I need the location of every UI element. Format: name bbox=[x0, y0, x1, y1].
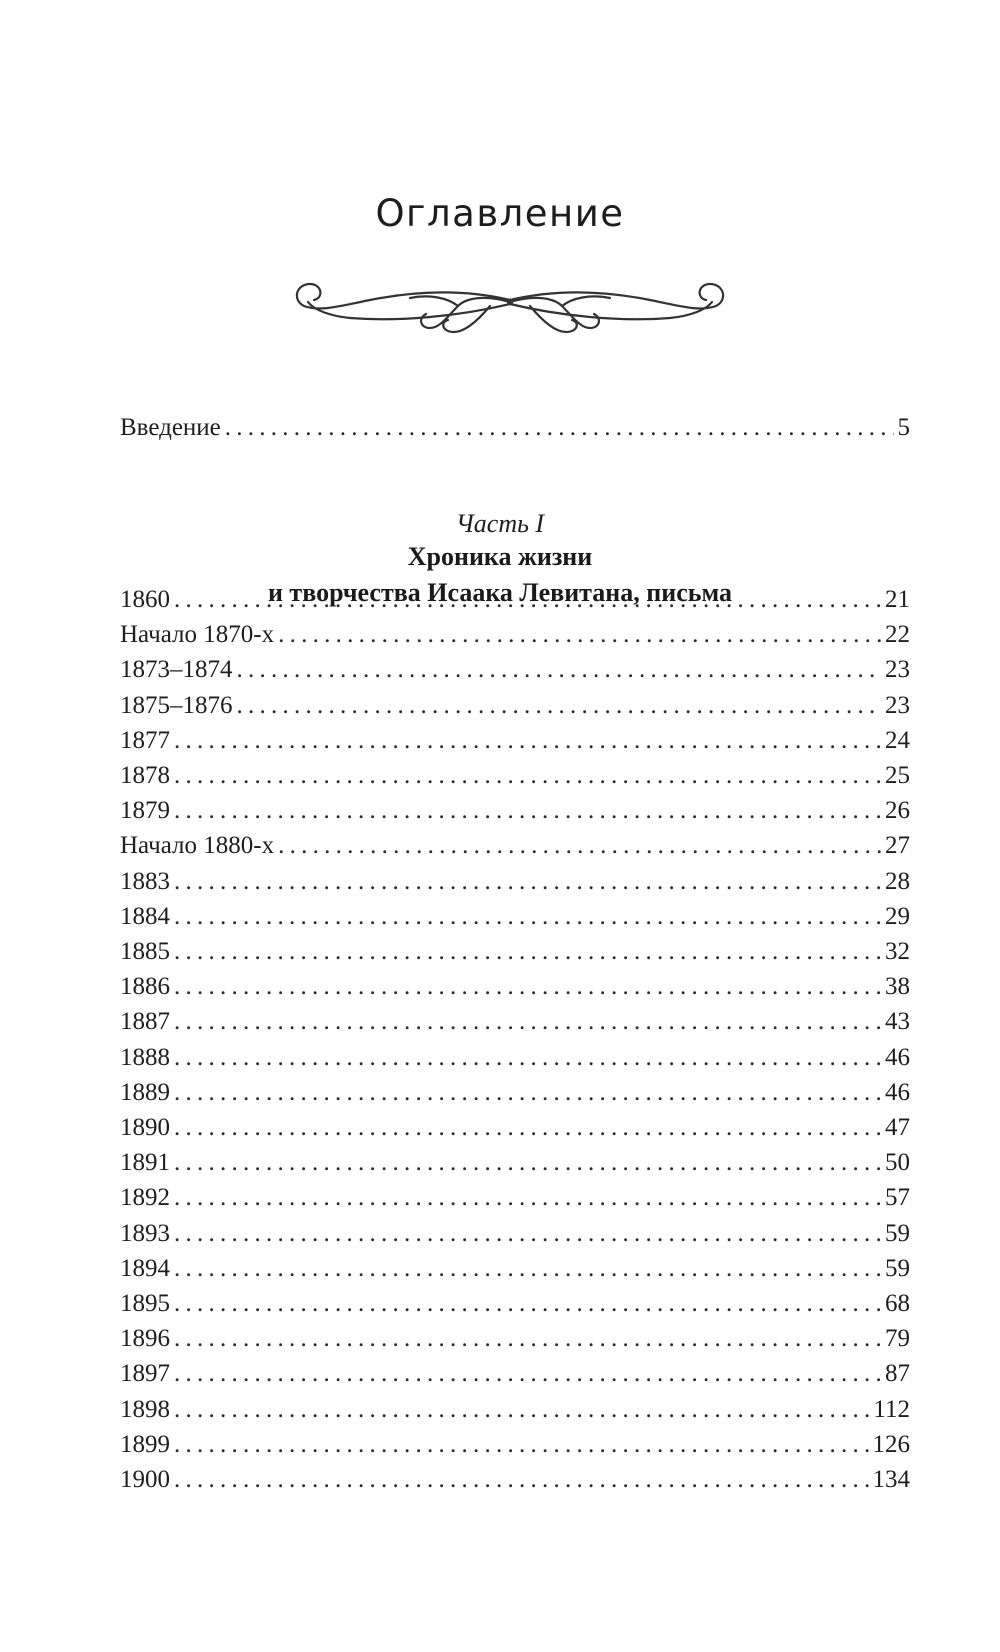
toc-entry-label: 1889 bbox=[120, 1078, 170, 1106]
toc-page-number: 134 bbox=[872, 1466, 910, 1493]
part-label: Часть I bbox=[455, 509, 545, 538]
toc-entry[interactable] bbox=[120, 1429, 910, 1461]
toc-entry-label: 1875–1876 bbox=[120, 691, 233, 719]
toc-dot-leader bbox=[174, 1006, 881, 1038]
toc-entry[interactable] bbox=[120, 725, 910, 757]
toc-dot-leader bbox=[174, 725, 881, 757]
toc-entry[interactable] bbox=[120, 584, 910, 616]
toc-page-number: 46 bbox=[885, 1078, 910, 1106]
toc-entry-label: 1898 bbox=[120, 1395, 170, 1423]
toc-dot-leader bbox=[174, 1077, 881, 1109]
toc-entry[interactable] bbox=[120, 936, 910, 968]
toc-entry-label: 1879 bbox=[120, 797, 170, 825]
toc-page-number: 24 bbox=[885, 726, 910, 754]
toc-entry[interactable] bbox=[120, 795, 910, 827]
toc-entry[interactable] bbox=[120, 901, 910, 933]
page-title: Оглавление bbox=[375, 192, 625, 235]
toc-entry-introduction[interactable] bbox=[120, 412, 910, 444]
toc-page-number: 126 bbox=[872, 1430, 910, 1458]
toc-entry[interactable] bbox=[120, 1323, 910, 1355]
toc-entry[interactable] bbox=[120, 690, 910, 722]
toc-dot-leader bbox=[174, 1218, 881, 1250]
toc-entry-label: Начало 1880-х bbox=[120, 832, 275, 860]
toc-page-number: 22 bbox=[885, 621, 910, 649]
toc-entry-label: 1895 bbox=[120, 1290, 170, 1317]
toc-entry[interactable] bbox=[120, 1358, 910, 1390]
toc-entry-label: 1877 bbox=[120, 726, 170, 754]
toc-dot-leader bbox=[278, 830, 881, 862]
toc-entry-label: 1883 bbox=[120, 867, 170, 895]
toc-entry[interactable] bbox=[120, 1006, 910, 1038]
toc-page-number: 57 bbox=[885, 1184, 910, 1212]
toc-entry-label: 1885 bbox=[120, 938, 170, 965]
toc-page-number: 59 bbox=[885, 1254, 910, 1282]
toc-page-number: 79 bbox=[885, 1325, 910, 1353]
toc-page-number: 25 bbox=[885, 762, 910, 789]
toc-entry-label: Начало 1870-х bbox=[120, 621, 275, 649]
toc-entry[interactable] bbox=[120, 1182, 910, 1214]
toc-entry-label: Введение bbox=[120, 414, 221, 441]
toc-page-number: 38 bbox=[885, 973, 910, 1001]
toc-entry[interactable] bbox=[120, 1394, 910, 1426]
toc-dot-leader bbox=[174, 1323, 881, 1355]
toc-dot-leader bbox=[278, 619, 881, 651]
toc-entry-label: 1887 bbox=[120, 1008, 170, 1036]
toc-entry-label: 1897 bbox=[120, 1360, 170, 1388]
toc-entry-label: 1891 bbox=[120, 1149, 170, 1177]
toc-dot-leader bbox=[174, 760, 881, 792]
toc-page-number: 50 bbox=[885, 1149, 910, 1177]
toc-dot-leader bbox=[237, 654, 882, 686]
toc-page-number: 21 bbox=[885, 586, 910, 613]
toc-entry-label: 1884 bbox=[120, 902, 170, 930]
toc-entry[interactable] bbox=[120, 1464, 910, 1496]
toc-page-number: 59 bbox=[885, 1219, 910, 1247]
toc-entry[interactable] bbox=[120, 830, 910, 862]
toc-entry-label: 1896 bbox=[120, 1325, 170, 1353]
toc-entry-label: 1873–1874 bbox=[120, 656, 233, 684]
part-title-line-2: и творчества Исаака Левитана, письма bbox=[267, 578, 733, 607]
toc-dot-leader bbox=[174, 1042, 881, 1074]
toc-entry[interactable] bbox=[120, 1077, 910, 1109]
toc-page-number: 27 bbox=[885, 832, 910, 860]
toc-dot-leader bbox=[174, 1464, 869, 1496]
toc-entry[interactable] bbox=[120, 1112, 910, 1144]
toc-entry-label: 1890 bbox=[120, 1114, 170, 1141]
toc-page-number: 46 bbox=[885, 1043, 910, 1071]
toc-entry[interactable] bbox=[120, 866, 910, 898]
part-title-line-1: Хроника жизни bbox=[407, 542, 593, 571]
toc-dot-leader bbox=[174, 1394, 869, 1426]
toc-page-number: 32 bbox=[885, 938, 910, 965]
toc-entry[interactable] bbox=[120, 1147, 910, 1179]
toc-page-number: 26 bbox=[885, 797, 910, 825]
toc-entry-label: 1894 bbox=[120, 1254, 170, 1282]
toc-page-number: 47 bbox=[885, 1114, 910, 1141]
toc-page-number: 29 bbox=[885, 902, 910, 930]
toc-page-number: 23 bbox=[885, 691, 910, 719]
toc-dot-leader bbox=[174, 866, 881, 898]
toc-dot-leader bbox=[174, 936, 881, 968]
toc-entry-label: 1860 bbox=[120, 586, 170, 613]
toc-entry-label: 1900 bbox=[120, 1466, 170, 1493]
toc-dot-leader bbox=[174, 901, 881, 933]
flourish-divider-icon bbox=[290, 278, 730, 358]
toc-entry-label: 1878 bbox=[120, 762, 170, 789]
toc-entry[interactable] bbox=[120, 654, 910, 686]
toc-dot-leader bbox=[174, 1429, 869, 1461]
toc-page-number: 68 bbox=[885, 1290, 910, 1317]
toc-entry[interactable] bbox=[120, 1288, 910, 1320]
toc-dot-leader bbox=[174, 1182, 881, 1214]
toc-entry[interactable] bbox=[120, 1253, 910, 1285]
toc-dot-leader bbox=[237, 690, 882, 722]
toc-dot-leader bbox=[174, 971, 881, 1003]
toc-entry-label: 1893 bbox=[120, 1219, 170, 1247]
toc-page-number: 28 bbox=[885, 867, 910, 895]
toc-entry[interactable] bbox=[120, 619, 910, 651]
toc-dot-leader bbox=[174, 1253, 881, 1285]
toc-dot-leader bbox=[225, 412, 894, 444]
toc-page-number: 43 bbox=[885, 1008, 910, 1036]
toc-entry[interactable] bbox=[120, 760, 910, 792]
toc-entry[interactable] bbox=[120, 971, 910, 1003]
toc-page-number: 23 bbox=[885, 656, 910, 684]
toc-dot-leader bbox=[174, 1358, 881, 1390]
toc-dot-leader bbox=[174, 1288, 881, 1320]
toc-entry-label: 1892 bbox=[120, 1184, 170, 1212]
toc-entry[interactable] bbox=[120, 1218, 910, 1250]
toc-dot-leader bbox=[174, 1147, 881, 1179]
toc-dot-leader bbox=[174, 1112, 881, 1144]
toc-page-number: 87 bbox=[885, 1360, 910, 1388]
toc-page-number: 112 bbox=[873, 1395, 910, 1423]
toc-entry-label: 1886 bbox=[120, 973, 170, 1001]
toc-page-number: 5 bbox=[897, 414, 910, 441]
toc-dot-leader bbox=[174, 795, 881, 827]
toc-entry[interactable] bbox=[120, 1042, 910, 1074]
toc-entry-label: 1899 bbox=[120, 1430, 170, 1458]
toc-entry-label: 1888 bbox=[120, 1043, 170, 1071]
toc-dot-leader bbox=[174, 584, 881, 616]
